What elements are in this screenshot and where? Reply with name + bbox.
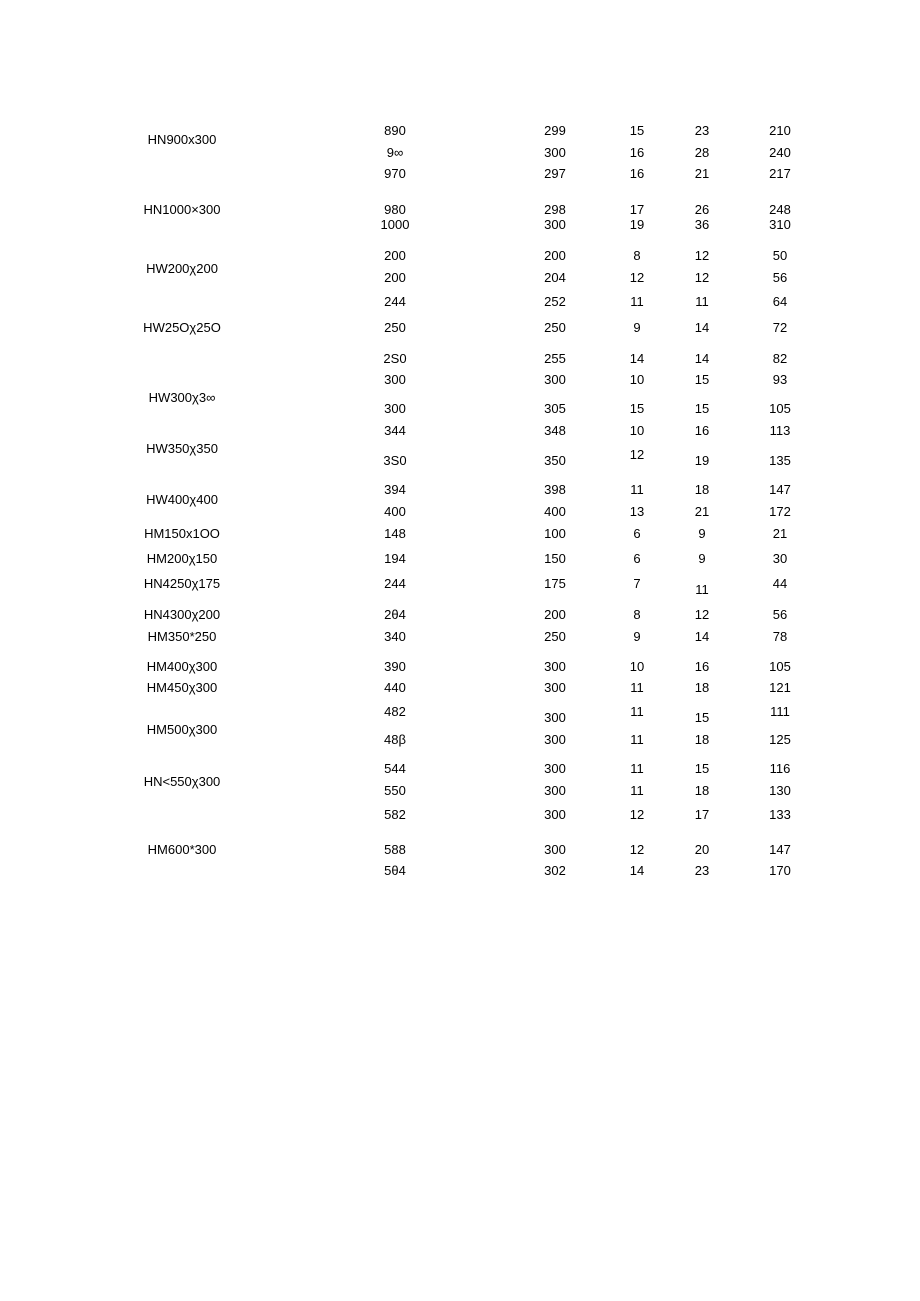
table-cell: 130 xyxy=(769,783,791,798)
table-cell: 125 xyxy=(769,732,791,747)
table-cell: 10 xyxy=(629,659,645,674)
table-cell: 18 xyxy=(694,680,710,695)
table-cell: 93 xyxy=(772,372,788,387)
table-cell: 36 xyxy=(694,217,710,232)
table-cell: 9 xyxy=(698,526,706,541)
table-cell: 200 xyxy=(384,248,406,263)
table-cell: 299 xyxy=(544,123,566,138)
table-cell: 116 xyxy=(769,761,791,776)
table-cell: 9 xyxy=(633,320,641,335)
table-cell: 544 xyxy=(384,761,406,776)
table-cell: 14 xyxy=(629,351,645,366)
table-cell: 111 xyxy=(770,704,790,719)
table-cell: 147 xyxy=(769,842,791,857)
table-cell: 11 xyxy=(695,582,709,597)
table-cell: 217 xyxy=(769,166,791,181)
table-cell: 10 xyxy=(629,423,645,438)
table-cell: 113 xyxy=(769,423,791,438)
table-cell: 890 xyxy=(384,123,406,138)
table-cell: 23 xyxy=(694,123,710,138)
table-cell: 400 xyxy=(544,504,566,519)
table-cell: 12 xyxy=(629,807,645,822)
table-cell: 244 xyxy=(384,294,406,309)
table-cell: 16 xyxy=(629,145,645,160)
table-cell: 300 xyxy=(544,732,566,747)
table-cell: 21 xyxy=(772,526,788,541)
table-cell: 5θ4 xyxy=(384,863,406,878)
table-cell: 11 xyxy=(630,482,644,497)
table-cell: 50 xyxy=(772,248,788,263)
table-cell: 300 xyxy=(544,659,566,674)
table-cell: 340 xyxy=(384,629,406,644)
table-cell: 11 xyxy=(695,294,709,309)
table-cell: 6 xyxy=(633,526,641,541)
table-cell: 250 xyxy=(384,320,406,335)
table-cell: 105 xyxy=(769,659,791,674)
table-cell: 252 xyxy=(544,294,566,309)
table-cell: 148 xyxy=(384,526,406,541)
table-cell: 26 xyxy=(694,202,710,217)
table-cell: 78 xyxy=(772,629,788,644)
table-cell: 16 xyxy=(694,659,710,674)
table-cell: 44 xyxy=(772,576,788,591)
table-cell: 12 xyxy=(629,842,645,857)
section-designation: HN4300χ200 xyxy=(143,607,221,622)
table-cell: 19 xyxy=(694,453,710,468)
table-cell: 14 xyxy=(694,320,710,335)
table-cell: 9 xyxy=(633,629,641,644)
section-designation: HM600*300 xyxy=(147,842,217,857)
table-cell: 15 xyxy=(694,372,710,387)
table-cell: 3S0 xyxy=(383,453,407,468)
section-designation: HN1000×300 xyxy=(143,202,221,217)
table-cell: 56 xyxy=(772,270,788,285)
table-cell: 12 xyxy=(629,270,645,285)
table-cell: 15 xyxy=(629,401,645,416)
section-designation: HW25Oχ25O xyxy=(143,320,221,335)
table-cell: 6 xyxy=(633,551,641,566)
table-cell: 310 xyxy=(769,217,791,232)
table-cell: 440 xyxy=(384,680,406,695)
table-cell: 18 xyxy=(694,482,710,497)
table-cell: 297 xyxy=(544,166,566,181)
table-cell: 15 xyxy=(694,710,710,725)
table-cell: 15 xyxy=(629,123,645,138)
table-cell: 135 xyxy=(769,453,791,468)
table-cell: 11 xyxy=(630,783,644,798)
table-cell: 12 xyxy=(694,248,710,263)
table-cell: 10 xyxy=(629,372,645,387)
table-cell: 100 xyxy=(544,526,566,541)
table-cell: 255 xyxy=(544,351,566,366)
table-cell: 200 xyxy=(544,248,566,263)
table-cell: 18 xyxy=(694,783,710,798)
section-designation: HM400χ300 xyxy=(146,659,218,674)
table-cell: 248 xyxy=(769,202,791,217)
table-cell: 300 xyxy=(544,217,566,232)
table-cell: 13 xyxy=(629,504,645,519)
table-cell: 14 xyxy=(694,629,710,644)
table-cell: 2θ4 xyxy=(384,607,406,622)
table-cell: 1000 xyxy=(380,217,410,232)
table-cell: 133 xyxy=(769,807,791,822)
table-cell: 12 xyxy=(629,447,645,462)
section-designation: HW400χ400 xyxy=(146,492,218,507)
table-cell: 302 xyxy=(544,863,566,878)
table-cell: 16 xyxy=(694,423,710,438)
table-cell: 200 xyxy=(384,270,406,285)
table-cell: 300 xyxy=(384,372,406,387)
section-designation: HN4250χ175 xyxy=(143,576,221,591)
section-designation: HN900x300 xyxy=(147,132,217,147)
table-cell: 240 xyxy=(769,145,791,160)
table-cell: 7 xyxy=(633,576,641,591)
section-designation: HM350*250 xyxy=(147,629,217,644)
table-cell: 980 xyxy=(384,202,406,217)
table-cell: 390 xyxy=(384,659,406,674)
table-cell: 210 xyxy=(769,123,791,138)
table-cell: 11 xyxy=(630,704,644,719)
table-cell: 11 xyxy=(630,680,644,695)
table-cell: 348 xyxy=(544,423,566,438)
table-cell: 12 xyxy=(694,270,710,285)
table-cell: 8 xyxy=(633,607,641,622)
table-cell: 105 xyxy=(769,401,791,416)
section-designation: HN<550χ300 xyxy=(143,774,221,789)
section-designation: HW350χ350 xyxy=(146,441,218,456)
table-cell: 121 xyxy=(769,680,791,695)
section-designation: HM200χ150 xyxy=(146,551,218,566)
table-cell: 300 xyxy=(544,761,566,776)
table-cell: 28 xyxy=(694,145,710,160)
table-cell: 582 xyxy=(384,807,406,822)
table-cell: 244 xyxy=(384,576,406,591)
table-cell: 9∞ xyxy=(386,145,404,160)
table-cell: 16 xyxy=(629,166,645,181)
table-cell: 18 xyxy=(694,732,710,747)
table-cell: 15 xyxy=(694,401,710,416)
table-cell: 250 xyxy=(544,320,566,335)
table-cell: 8 xyxy=(633,248,641,263)
table-cell: 400 xyxy=(384,504,406,519)
table-cell: 300 xyxy=(544,372,566,387)
table-cell: 298 xyxy=(544,202,566,217)
table-cell: 150 xyxy=(544,551,566,566)
table-cell: 300 xyxy=(544,710,566,725)
section-designation: HW200χ200 xyxy=(146,261,218,276)
table-cell: 82 xyxy=(772,351,788,366)
table-cell: 14 xyxy=(629,863,645,878)
table-cell: 300 xyxy=(384,401,406,416)
table-cell: 19 xyxy=(629,217,645,232)
table-cell: 12 xyxy=(694,607,710,622)
table-cell: 204 xyxy=(544,270,566,285)
section-designation: HM500χ300 xyxy=(146,722,218,737)
table-cell: 200 xyxy=(544,607,566,622)
table-cell: 14 xyxy=(694,351,710,366)
table-cell: 300 xyxy=(544,783,566,798)
table-cell: 550 xyxy=(384,783,406,798)
table-cell: 300 xyxy=(544,145,566,160)
table-cell: 11 xyxy=(630,294,644,309)
table-cell: 17 xyxy=(629,202,645,217)
table-cell: 72 xyxy=(772,320,788,335)
table-cell: 482 xyxy=(384,704,406,719)
table-cell: 15 xyxy=(694,761,710,776)
table-cell: 194 xyxy=(384,551,406,566)
table-cell: 9 xyxy=(698,551,706,566)
table-cell: 23 xyxy=(694,863,710,878)
table-cell: 305 xyxy=(544,401,566,416)
table-cell: 300 xyxy=(544,807,566,822)
table-cell: 398 xyxy=(544,482,566,497)
table-cell: 11 xyxy=(630,732,644,747)
table-cell: 588 xyxy=(384,842,406,857)
table-cell: 344 xyxy=(384,423,406,438)
table-cell: 300 xyxy=(544,680,566,695)
table-cell: 48β xyxy=(384,732,406,747)
table-cell: 20 xyxy=(694,842,710,857)
table-cell: 17 xyxy=(694,807,710,822)
table-cell: 21 xyxy=(694,166,710,181)
table-cell: 970 xyxy=(384,166,406,181)
section-designation: HM450χ300 xyxy=(146,680,218,695)
table-cell: 21 xyxy=(694,504,710,519)
section-designation: HM150x1OO xyxy=(144,526,220,541)
table-cell: 2S0 xyxy=(383,351,407,366)
table-cell: 170 xyxy=(769,863,791,878)
table-cell: 175 xyxy=(544,576,566,591)
section-designation: HW300χ3∞ xyxy=(148,390,216,405)
table-cell: 11 xyxy=(630,761,644,776)
table-cell: 350 xyxy=(544,453,566,468)
table-cell: 30 xyxy=(772,551,788,566)
table-cell: 250 xyxy=(544,629,566,644)
table-cell: 64 xyxy=(772,294,788,309)
table-cell: 56 xyxy=(772,607,788,622)
table-cell: 147 xyxy=(769,482,791,497)
table-cell: 300 xyxy=(544,842,566,857)
table-cell: 394 xyxy=(384,482,406,497)
table-cell: 172 xyxy=(769,504,791,519)
